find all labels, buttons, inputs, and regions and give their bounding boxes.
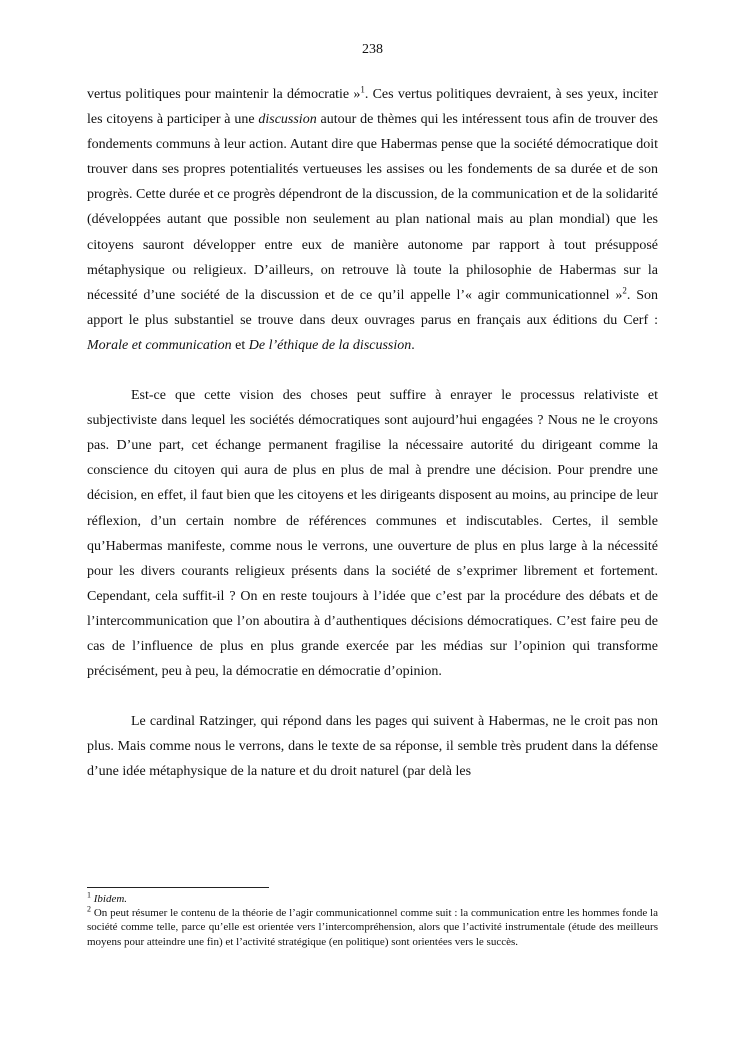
paragraph-3: Le cardinal Ratzinger, qui répond dans les pages qui suivent à Habermas, ne le croit pas non plus. Mais comme nous le verrons, dans le texte de sa réponse, il semble très prudent dans la défense d’une idée métaphysique de la nature et du droit naturel (par delà les [87, 714, 658, 780]
emphasis-discussion: discussion [258, 112, 317, 128]
paragraph-2: Est-ce que cette vision des choses peut suffire à enrayer le processus relativiste et subjectiviste dans lequel les sociétés démocratiques sont aujourd’hui engagées ? Nous ne le croyons pas. D’une part, cet échange permanent fragilise la nécessaire autorité du dirigeant comme la conscience du citoyen qui aura de plus en plus de mal à prendre une décision. Pour prendre une décision, en effet, il faut bien que les citoyens et les dirigeants disposent au moins, au principe de leur réflexion, d’un certain nombre de références communes et indiscutables. Certes, il semble qu’Habermas manifeste, comme nous le verrons, une ouverture de plus en plus large à la nécessité pour les divers courants religieux présents dans la société de s’exprimer librement et fortement. Cependant, cela suffit-il ? On en reste toujours à l’idée que c’est par la procédure des débats et de l’intercommunication que l’on aboutira à d’authentiques décisions démocratiques. C’est faire peu de cas de l’influence de plus en plus grande exercée par les médias sur l’opinion qui transforme précisément, peu à peu, la démocratie en démocratie d’opinion. [87, 388, 658, 680]
paragraph-1: vertus politiques pour maintenir la démocratie »$^1$. Ces vertus politiques devraient, à ses yeux, inciter les citoyens à participer à une discussion autour de thèmes qui les intéressent tous afin de trouver des fondements communs à leur action. Autant dire que Habermas pense que la société démocratique doit trouver dans ses propres potentialités vertueuses les assises ou les fondements de sa durée et de son progrès. Cette durée et ce progrès dépendront de la discussion, de la communication et de la solidarité (développées autant que possible non seulement au plan national mais au plan mondial) que les citoyens sauront développer entre eux de manière autonome par rapport à tout présupposé métaphysique ou religieux. D’ailleurs, on retrouve là toute la philosophie de Habermas sur la nécessité d’une société de la discussion et de ce qu’il appelle l’« agir communicationnel »$^2$. Son apport le plus substantiel se trouve dans deux ouvrages parus en français aux éditions du Cerf : Morale et communication et De l’éthique de la discussion. [87, 84, 658, 353]
footnote-2: $^2$ On peut résumer le contenu de la théorie de l’agir communicationnel comme suit : la communication entre les hommes fonde la société comme telle, parce qu’elle est orientée vers l’intercompréhension, alors que l’activité instrumentale (étude des meilleurs moyens pour atteindre une fin) et l’activité stratégique (en politique) sont orientées vers le succès. [87, 904, 659, 948]
footnote-ref-2: 2 [622, 285, 627, 296]
footnotes [87, 892, 658, 949]
page-number: 238 [362, 42, 383, 57]
book-title-morale: Morale et communication [87, 337, 232, 353]
footnote-1: $^1$ Ibidem. [87, 890, 128, 905]
body-text [87, 82, 658, 784]
footnote-ref-1: 1 [360, 84, 365, 95]
book-title-ethique: De l’éthique de la discussion [248, 337, 412, 353]
footnote-separator [87, 887, 269, 888]
